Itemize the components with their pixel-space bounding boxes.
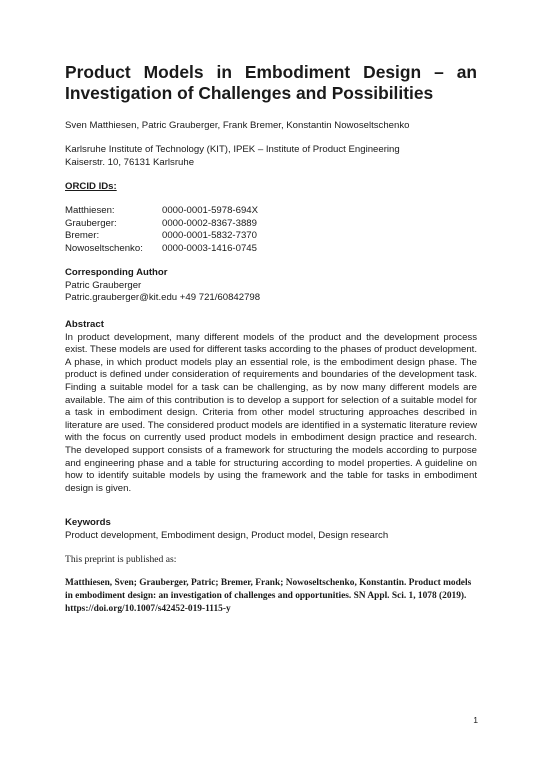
preprint-label: This preprint is published as: — [65, 554, 177, 565]
orcid-row — [65, 243, 477, 256]
abstract-section — [65, 319, 477, 495]
page-number: 1 — [473, 715, 478, 725]
orcid-heading: ORCID IDs: — [65, 181, 117, 192]
affiliation-address: Kaiserstr. 10, 76131 Karlsruhe — [65, 157, 195, 168]
corresponding-author-contact: Patric.grauberger@kit.edu +49 721/60842798 — [65, 292, 261, 304]
orcid-author-name: Nowoseltschenko: — [65, 242, 143, 254]
abstract-text: In product development, many different models of the product and the development process exist. These models are used for different tasks according to the phases of product development. A phase, in which product models play an essential role, is the embodiment design phase. The product is defined under consideration of requirements and boundaries of the development task. Finding a suitable model for a task can be challenging, as by now many different models are available. The aim of this contribution is to develop a support for selection of a suitable model for a task in embodiment design. Criteria from other model structuring approaches described in literature are used. The considered product models are identified in a systematic literature review with the focus on currently used product models in embodiment design practice and research. The developed support consists of a framework for structuring the models according to purpose and engineering phase and a table for structuring according to model properties. A guideline on how to identify suitable models by using the framework and the table for tasks in embodiment design is given. — [65, 331, 477, 494]
keywords-text: Product development, Embodiment design, Product model, Design research — [65, 529, 389, 541]
citation-text: Matthiesen, Sven; Grauberger, Patric; Bremer, Frank; Nowoseltschenko, Konstantin. Product models in embodiment design: an investigation of challenges and opportunities. SN Appl. Sci. 1, 1078 (2019). https://doi.org/10.1007/s42452-019-1115-y — [65, 578, 472, 614]
paper-title: Product Models in Embodiment Design – an Investigation of Challenges and Possibilities — [65, 62, 477, 103]
orcid-author-name: Grauberger: — [65, 217, 117, 229]
keywords-section — [65, 517, 477, 542]
orcid-author-name: Matthiesen: — [65, 205, 115, 216]
orcid-author-name: Bremer: — [65, 230, 100, 242]
orcid-id: 0000-0002-8367-3889 — [162, 217, 257, 229]
abstract-heading: Abstract — [65, 319, 104, 330]
author-list: Sven Matthiesen, Patric Grauberger, Frank Bremer, Konstantin Nowoseltschenko — [65, 120, 410, 131]
orcid-row — [65, 205, 477, 218]
orcid-table — [65, 205, 477, 255]
corresponding-author — [65, 267, 477, 305]
affiliation-institute: Karlsruhe Institute of Technology (KIT), IPEK – Institute of Product Engineering — [65, 144, 400, 155]
orcid-row — [65, 218, 477, 231]
corresponding-author-name: Patric Grauberger — [65, 279, 142, 291]
orcid-id: 0000-0001-5832-7370 — [162, 230, 257, 242]
orcid-row — [65, 230, 477, 243]
orcid-id: 0000-0003-1416-0745 — [162, 242, 257, 254]
orcid-id: 0000-0001-5978-694X — [162, 205, 259, 216]
corresponding-author-heading: Corresponding Author — [65, 267, 168, 278]
keywords-heading: Keywords — [65, 517, 111, 528]
affiliation — [65, 143, 477, 169]
